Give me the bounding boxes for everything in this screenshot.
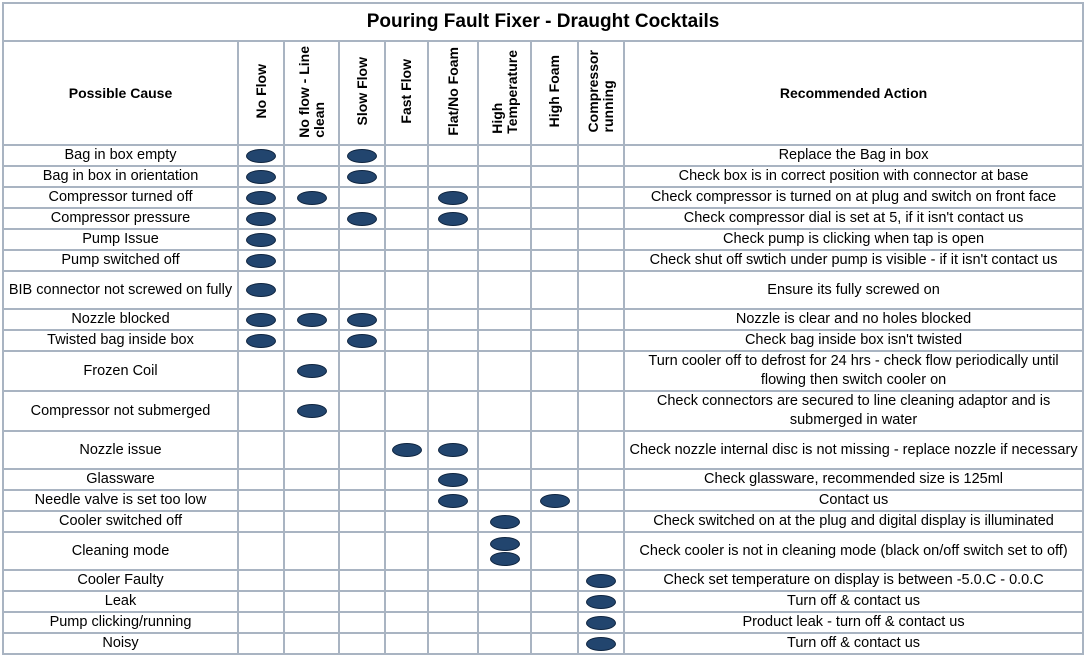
symptom-cell xyxy=(478,532,531,570)
marker-icon xyxy=(586,637,616,651)
table-row xyxy=(3,391,1083,431)
column-header-symptom xyxy=(385,41,428,145)
marker-icon xyxy=(438,494,468,508)
cause-cell: Compressor turned off xyxy=(3,187,238,208)
symptom-cell xyxy=(284,391,339,431)
table-row xyxy=(3,250,1083,271)
symptom-cell xyxy=(428,271,478,309)
symptom-cell xyxy=(339,591,385,612)
table-row xyxy=(3,431,1083,469)
column-header-action: Recommended Action xyxy=(624,41,1083,145)
action-cell: Contact us xyxy=(624,490,1083,511)
symptom-cell xyxy=(578,166,624,187)
action-cell: Check set temperature on display is between -5.0.C - 0.0.C xyxy=(624,570,1083,591)
marker-icon xyxy=(490,515,520,529)
symptom-cell xyxy=(478,351,531,391)
table-row xyxy=(3,532,1083,570)
symptom-cell xyxy=(428,532,478,570)
marker-icon xyxy=(246,149,276,163)
symptom-cell xyxy=(385,309,428,330)
symptom-cell xyxy=(385,490,428,511)
symptom-cell xyxy=(339,351,385,391)
symptom-cell xyxy=(284,330,339,351)
symptom-cell xyxy=(284,166,339,187)
symptom-cell xyxy=(478,633,531,654)
symptom-cell xyxy=(339,532,385,570)
symptom-cell xyxy=(385,208,428,229)
symptom-cell xyxy=(428,431,478,469)
cause-cell: Needle valve is set too low xyxy=(3,490,238,511)
cause-cell: Pump switched off xyxy=(3,250,238,271)
page-title: Pouring Fault Fixer - Draught Cocktails xyxy=(3,3,1083,41)
symptom-cell xyxy=(478,469,531,490)
symptom-cell xyxy=(238,145,284,166)
table-row xyxy=(3,612,1083,633)
cause-cell: Compressor not submerged xyxy=(3,391,238,431)
symptom-cell xyxy=(385,633,428,654)
cause-cell: Leak xyxy=(3,591,238,612)
symptom-cell xyxy=(284,469,339,490)
marker-icon xyxy=(540,494,570,508)
symptom-cell xyxy=(339,612,385,633)
symptom-cell xyxy=(578,351,624,391)
action-cell: Check glassware, recommended size is 125ml xyxy=(624,469,1083,490)
marker-icon xyxy=(246,170,276,184)
symptom-cell xyxy=(478,490,531,511)
symptom-cell xyxy=(478,229,531,250)
action-cell: Check nozzle internal disc is not missing - replace nozzle if necessary xyxy=(624,431,1083,469)
symptom-cell xyxy=(385,391,428,431)
cause-cell: Noisy xyxy=(3,633,238,654)
symptom-cell xyxy=(238,490,284,511)
table-row xyxy=(3,469,1083,490)
symptom-cell xyxy=(478,309,531,330)
column-header-symptom xyxy=(339,41,385,145)
symptom-cell xyxy=(531,330,578,351)
marker-icon xyxy=(438,443,468,457)
symptom-cell xyxy=(578,391,624,431)
symptom-cell xyxy=(284,187,339,208)
action-cell: Check pump is clicking when tap is open xyxy=(624,229,1083,250)
symptom-cell xyxy=(238,271,284,309)
symptom-cell xyxy=(478,271,531,309)
action-cell: Check switched on at the plug and digital display is illuminated xyxy=(624,511,1083,532)
symptom-cell xyxy=(339,431,385,469)
cause-cell: Cooler switched off xyxy=(3,511,238,532)
symptom-cell xyxy=(578,208,624,229)
symptom-cell xyxy=(531,633,578,654)
marker-icon xyxy=(246,334,276,348)
symptom-cell xyxy=(531,271,578,309)
symptom-cell xyxy=(385,532,428,570)
symptom-cell xyxy=(578,511,624,532)
cause-cell: Twisted bag inside box xyxy=(3,330,238,351)
marker-icon xyxy=(297,313,327,327)
symptom-cell xyxy=(238,612,284,633)
symptom-cell xyxy=(531,187,578,208)
action-cell: Turn off & contact us xyxy=(624,591,1083,612)
marker-icon xyxy=(490,552,520,566)
symptom-cell xyxy=(284,271,339,309)
symptom-cell xyxy=(284,570,339,591)
marker-icon xyxy=(297,404,327,418)
marker-icon xyxy=(490,537,520,551)
symptom-cell xyxy=(478,570,531,591)
symptom-cell xyxy=(531,591,578,612)
symptom-cell xyxy=(284,145,339,166)
marker-icon xyxy=(347,313,377,327)
symptom-label: High Foam xyxy=(546,55,562,128)
symptom-label: Slow Flow xyxy=(353,57,370,126)
symptom-cell xyxy=(238,591,284,612)
symptom-cell xyxy=(284,591,339,612)
symptom-cell xyxy=(428,490,478,511)
symptom-cell xyxy=(531,612,578,633)
symptom-cell xyxy=(531,229,578,250)
table-row xyxy=(3,187,1083,208)
marker-icon xyxy=(586,616,616,630)
action-cell: Check bag inside box isn't twisted xyxy=(624,330,1083,351)
action-cell: Product leak - turn off & contact us xyxy=(624,612,1083,633)
symptom-cell xyxy=(478,612,531,633)
table-row xyxy=(3,166,1083,187)
action-cell: Turn off & contact us xyxy=(624,633,1083,654)
marker-icon xyxy=(297,191,327,205)
table-row xyxy=(3,351,1083,391)
marker-icon xyxy=(297,364,327,378)
symptom-cell xyxy=(578,532,624,570)
symptom-cell xyxy=(531,208,578,229)
symptom-cell xyxy=(238,330,284,351)
cause-cell: Cooler Faulty xyxy=(3,570,238,591)
symptom-cell xyxy=(578,570,624,591)
marker-icon xyxy=(392,443,422,457)
symptom-cell xyxy=(238,469,284,490)
table-row xyxy=(3,145,1083,166)
symptom-cell xyxy=(531,166,578,187)
symptom-cell xyxy=(428,612,478,633)
marker-icon xyxy=(586,574,616,588)
symptom-cell xyxy=(238,511,284,532)
symptom-cell xyxy=(531,469,578,490)
symptom-cell xyxy=(478,187,531,208)
table-row xyxy=(3,309,1083,330)
action-cell: Nozzle is clear and no holes blocked xyxy=(624,309,1083,330)
symptom-cell xyxy=(385,330,428,351)
symptom-cell xyxy=(428,591,478,612)
symptom-cell xyxy=(339,208,385,229)
marker-icon xyxy=(347,212,377,226)
symptom-cell xyxy=(531,145,578,166)
marker-icon xyxy=(246,254,276,268)
symptom-cell xyxy=(531,351,578,391)
symptom-cell xyxy=(339,511,385,532)
marker-icon xyxy=(438,191,468,205)
marker-icon xyxy=(246,313,276,327)
symptom-cell xyxy=(428,469,478,490)
symptom-cell xyxy=(238,208,284,229)
symptom-cell xyxy=(284,250,339,271)
symptom-cell xyxy=(531,532,578,570)
symptom-cell xyxy=(284,490,339,511)
symptom-cell xyxy=(284,229,339,250)
table-row xyxy=(3,570,1083,591)
symptom-cell xyxy=(531,309,578,330)
symptom-cell xyxy=(385,351,428,391)
action-cell: Check compressor dial is set at 5, if it isn't contact us xyxy=(624,208,1083,229)
symptom-cell xyxy=(578,250,624,271)
symptom-cell xyxy=(385,271,428,309)
symptom-cell xyxy=(385,570,428,591)
marker-icon xyxy=(246,212,276,226)
action-cell: Check compressor is turned on at plug and switch on front face xyxy=(624,187,1083,208)
fault-table xyxy=(2,2,1084,655)
symptom-cell xyxy=(578,309,624,330)
symptom-label: Fast Flow xyxy=(398,59,414,124)
action-cell: Turn cooler off to defrost for 24 hrs - check flow periodically until flowing then switch cooler on xyxy=(624,351,1083,391)
table-row xyxy=(3,633,1083,654)
table-row xyxy=(3,591,1083,612)
marker-icon xyxy=(347,334,377,348)
column-header-symptom xyxy=(578,41,624,145)
symptom-cell xyxy=(478,208,531,229)
symptom-label: No Flow xyxy=(252,64,269,119)
symptom-cell xyxy=(238,187,284,208)
marker-icon xyxy=(246,233,276,247)
symptom-cell xyxy=(478,330,531,351)
symptom-cell xyxy=(284,431,339,469)
symptom-cell xyxy=(238,351,284,391)
column-header-symptom xyxy=(238,41,284,145)
symptom-cell xyxy=(284,208,339,229)
symptom-cell xyxy=(385,187,428,208)
action-cell: Check shut off swtich under pump is visible - if it isn't contact us xyxy=(624,250,1083,271)
symptom-cell xyxy=(385,166,428,187)
symptom-cell xyxy=(428,309,478,330)
symptom-cell xyxy=(578,469,624,490)
symptom-cell xyxy=(238,570,284,591)
symptom-cell xyxy=(339,145,385,166)
symptom-cell xyxy=(238,633,284,654)
symptom-cell xyxy=(385,591,428,612)
symptom-cell xyxy=(478,431,531,469)
marker-icon xyxy=(347,170,377,184)
symptom-cell xyxy=(238,431,284,469)
column-header-symptom xyxy=(428,41,478,145)
symptom-cell xyxy=(428,330,478,351)
symptom-cell xyxy=(531,431,578,469)
symptom-cell xyxy=(428,391,478,431)
column-header-cause: Possible Cause xyxy=(3,41,238,145)
symptom-cell xyxy=(428,208,478,229)
table-row xyxy=(3,490,1083,511)
symptom-cell xyxy=(385,229,428,250)
symptom-cell xyxy=(385,145,428,166)
symptom-cell xyxy=(531,250,578,271)
symptom-cell xyxy=(428,511,478,532)
symptom-cell xyxy=(578,145,624,166)
symptom-cell xyxy=(385,612,428,633)
symptom-cell xyxy=(578,591,624,612)
symptom-cell xyxy=(428,166,478,187)
symptom-cell xyxy=(339,250,385,271)
column-header-symptom xyxy=(478,41,531,145)
symptom-cell xyxy=(531,570,578,591)
symptom-cell xyxy=(238,250,284,271)
symptom-cell xyxy=(339,271,385,309)
symptom-cell xyxy=(428,633,478,654)
cause-cell: Pump clicking/running xyxy=(3,612,238,633)
symptom-cell xyxy=(428,229,478,250)
symptom-cell xyxy=(578,431,624,469)
symptom-cell xyxy=(478,250,531,271)
symptom-cell xyxy=(428,250,478,271)
action-cell: Check connectors are secured to line cleaning adaptor and is submerged in water xyxy=(624,391,1083,431)
symptom-cell xyxy=(478,145,531,166)
marker-icon xyxy=(586,595,616,609)
symptom-cell xyxy=(284,309,339,330)
cause-cell: BIB connector not screwed on fully xyxy=(3,271,238,309)
cause-cell: Cleaning mode xyxy=(3,532,238,570)
symptom-cell xyxy=(385,469,428,490)
marker-icon xyxy=(246,283,276,297)
action-cell: Check cooler is not in cleaning mode (black on/off switch set to off) xyxy=(624,532,1083,570)
symptom-cell xyxy=(578,612,624,633)
table-row xyxy=(3,271,1083,309)
symptom-cell xyxy=(428,187,478,208)
symptom-cell xyxy=(238,229,284,250)
symptom-cell xyxy=(478,166,531,187)
symptom-cell xyxy=(385,250,428,271)
symptom-cell xyxy=(339,469,385,490)
symptom-cell xyxy=(578,633,624,654)
symptom-cell xyxy=(531,391,578,431)
action-cell: Ensure its fully screwed on xyxy=(624,271,1083,309)
cause-cell: Frozen Coil xyxy=(3,351,238,391)
cause-cell: Pump Issue xyxy=(3,229,238,250)
table-row xyxy=(3,229,1083,250)
cause-cell: Bag in box in orientation xyxy=(3,166,238,187)
cause-cell: Glassware xyxy=(3,469,238,490)
cause-cell: Compressor pressure xyxy=(3,208,238,229)
symptom-cell xyxy=(284,511,339,532)
column-header-symptom xyxy=(284,41,339,145)
symptom-cell xyxy=(339,229,385,250)
symptom-cell xyxy=(578,271,624,309)
symptom-label: High Temperature xyxy=(488,49,520,134)
symptom-cell xyxy=(385,431,428,469)
symptom-cell xyxy=(428,351,478,391)
symptom-label: No flow - Line clean xyxy=(295,45,327,138)
symptom-cell xyxy=(478,511,531,532)
symptom-cell xyxy=(428,145,478,166)
marker-icon xyxy=(347,149,377,163)
symptom-cell xyxy=(238,391,284,431)
symptom-cell xyxy=(339,309,385,330)
cause-cell: Nozzle blocked xyxy=(3,309,238,330)
marker-icon xyxy=(438,212,468,226)
table-row xyxy=(3,330,1083,351)
symptom-label: Compressor running xyxy=(585,50,616,133)
symptom-cell xyxy=(531,490,578,511)
cause-cell: Bag in box empty xyxy=(3,145,238,166)
marker-icon xyxy=(438,473,468,487)
symptom-cell xyxy=(578,330,624,351)
symptom-cell xyxy=(478,591,531,612)
symptom-cell xyxy=(238,532,284,570)
symptom-cell xyxy=(238,309,284,330)
symptom-cell xyxy=(339,490,385,511)
symptom-cell xyxy=(578,229,624,250)
symptom-cell xyxy=(578,490,624,511)
column-header-symptom xyxy=(531,41,578,145)
table-row xyxy=(3,511,1083,532)
symptom-cell xyxy=(339,166,385,187)
symptom-cell xyxy=(478,391,531,431)
symptom-label: Flat/No Foam xyxy=(444,47,461,136)
symptom-cell xyxy=(339,570,385,591)
cause-cell: Nozzle issue xyxy=(3,431,238,469)
symptom-cell xyxy=(284,612,339,633)
symptom-cell xyxy=(339,187,385,208)
table-row xyxy=(3,208,1083,229)
symptom-cell xyxy=(284,532,339,570)
symptom-cell xyxy=(428,570,478,591)
symptom-cell xyxy=(339,633,385,654)
symptom-cell xyxy=(284,633,339,654)
symptom-cell xyxy=(238,166,284,187)
action-cell: Replace the Bag in box xyxy=(624,145,1083,166)
symptom-cell xyxy=(531,511,578,532)
symptom-cell xyxy=(385,511,428,532)
symptom-cell xyxy=(284,351,339,391)
symptom-cell xyxy=(339,391,385,431)
symptom-cell xyxy=(339,330,385,351)
marker-icon xyxy=(246,191,276,205)
symptom-cell xyxy=(578,187,624,208)
action-cell: Check box is in correct position with connector at base xyxy=(624,166,1083,187)
